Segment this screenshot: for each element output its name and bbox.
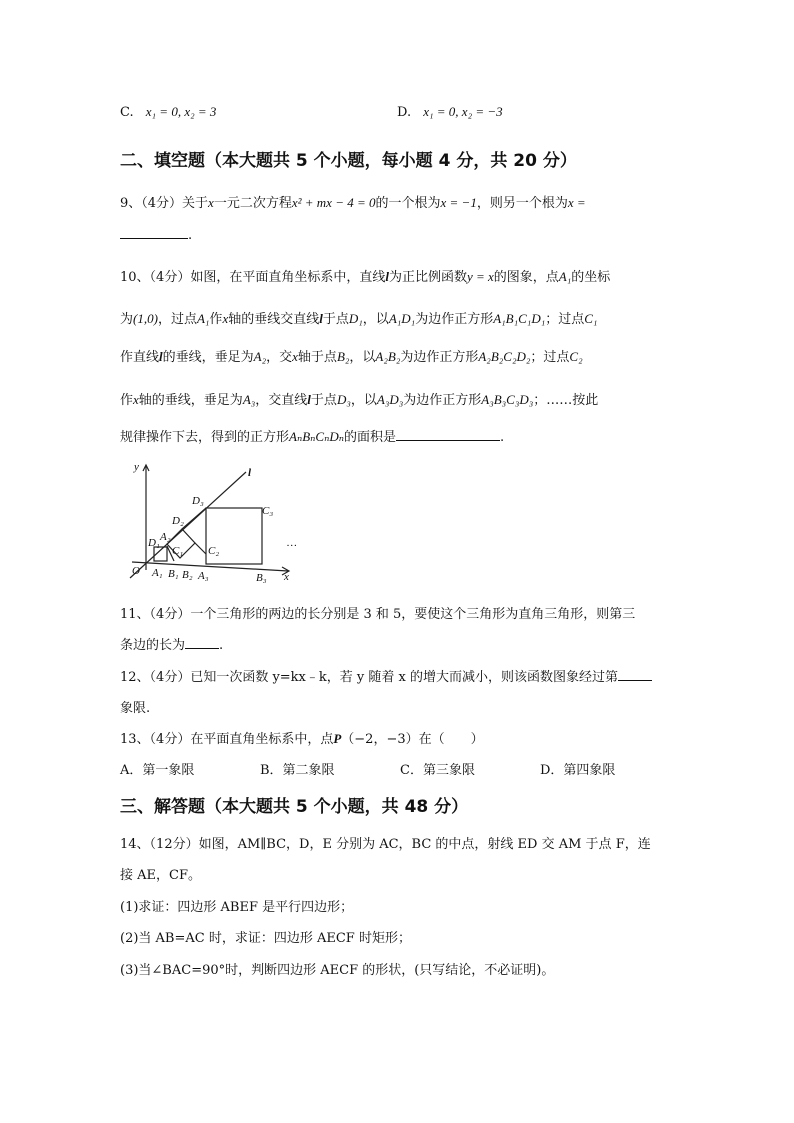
q10-text: 作	[120, 393, 134, 408]
q10-text: ；过点	[545, 312, 585, 327]
q10-text: 的面积是	[344, 430, 397, 445]
q13-text: （−2，−3）在（ ）	[341, 732, 484, 747]
q13-text: 13、（4分）在平面直角坐标系中，点	[120, 732, 334, 747]
label-origin: O	[132, 565, 140, 577]
q10-point-c1: C₁	[584, 311, 598, 326]
q10-var-x: x	[292, 349, 298, 364]
q10-text: ，过点	[157, 312, 197, 327]
q10-square: A₂B₂C₂D₂	[478, 349, 531, 364]
q10-text: ；过点	[530, 350, 570, 365]
q14-part-3: (3)当∠BAC=90°时，判断四边形 AECF 的形状，(只写结论，不必证明)。	[120, 963, 555, 978]
q9-var-x: x	[208, 195, 214, 210]
q10-text: 10、（4分）如图，在平面直角坐标系中，直线	[120, 270, 386, 285]
q10-point-c2: C₂	[569, 349, 583, 364]
q9-prefix: 9、（4分）关于	[120, 196, 209, 211]
q10-text: 轴的垂线，垂足为	[138, 393, 243, 408]
q10-line-3	[120, 346, 583, 365]
option-d-label: D.	[397, 105, 412, 120]
q13-option-a[interactable]: A．第一象限	[120, 763, 195, 778]
q11-text: 条边的长为	[120, 638, 186, 653]
q10-figure	[124, 458, 304, 588]
section-3-title: 三、解答题（本大题共 5 个小题，共 48 分）	[120, 797, 469, 817]
q10-text: ，交直线	[255, 393, 308, 408]
label-d3: D₃	[192, 495, 204, 507]
q10-text: 为边作正方形	[415, 312, 494, 327]
label-d1: D₁	[148, 537, 160, 549]
q9-end: .	[188, 228, 193, 243]
q10-text: ，以	[349, 350, 376, 365]
q10-text: 于点	[322, 312, 349, 327]
q10-var-x: x	[133, 392, 139, 407]
q10-point-a3: A₃	[242, 392, 256, 407]
q10-text: 的坐标	[571, 270, 611, 285]
q10-line-2	[120, 308, 597, 327]
q11-line-1: 11、（4分）一个三角形的两边的长分别是 3 和 5，要使这个三角形为直角三角形，则第三	[120, 607, 636, 622]
q10-line-1	[120, 266, 610, 285]
q10-line-l: l	[159, 349, 163, 364]
label-b3: B₃	[256, 572, 267, 584]
q13-option-b[interactable]: B．第二象限	[260, 763, 335, 778]
q10-line-l: l	[385, 269, 389, 284]
q14-part-1: (1)求证：四边形 ABEF 是平行四边形；	[120, 900, 354, 915]
connector	[182, 508, 206, 529]
q10-square: A₁B₁C₁D₁	[493, 311, 546, 326]
label-dots: …	[287, 537, 297, 549]
q11-answer-blank[interactable]	[185, 636, 219, 649]
q10-var-x: x	[222, 311, 229, 326]
label-d2: D₂	[172, 515, 184, 527]
label-a3: A₃	[198, 570, 209, 582]
q10-text: 作	[209, 312, 223, 327]
q14-line-1: 14、（12分）如图，AM∥BC，D，E 分别为 AC，BC 的中点，射线 ED 交 AM 于点 F，连	[120, 837, 651, 852]
q10-text: 为	[120, 312, 134, 327]
q10-segment: A₂B₂	[375, 349, 401, 364]
label-c2: C₂	[208, 545, 220, 557]
q10-point-d3: D₃	[336, 392, 351, 407]
label-c3: C₃	[262, 505, 274, 517]
q10-line-4	[120, 389, 598, 408]
q10-function: y = x	[466, 269, 494, 284]
q10-text: ，以	[350, 393, 377, 408]
q12-line-2: 象限.	[120, 701, 151, 716]
q9-mid2: 的一个根为	[375, 196, 441, 211]
q10-text: 为正比例函数	[388, 270, 467, 285]
q10-text: 的图象，点	[493, 270, 559, 285]
q9-answer-x: x =	[567, 195, 586, 210]
q10-text: 为边作正方形	[400, 350, 479, 365]
q10-point-a1: A₁	[196, 311, 210, 326]
label-b1: B₁	[168, 568, 179, 580]
q10-square: A₃B₃C₃D₃	[481, 392, 534, 407]
q13-option-c[interactable]: C．第三象限	[400, 763, 475, 778]
q10-end: .	[500, 430, 505, 445]
q10-segment: A₃D₃	[376, 392, 404, 407]
q10-square-n: AₙBₙCₙDₙ	[289, 429, 345, 444]
label-a1: A₁	[152, 567, 163, 579]
q13-options	[120, 759, 680, 778]
q10-point-a2: A₂	[253, 349, 267, 364]
label-a2: A₂	[160, 531, 171, 543]
q9-answer-blank[interactable]	[120, 226, 188, 239]
q10-text: 轴的垂线交直线	[228, 312, 320, 327]
label-x: x	[284, 571, 289, 583]
q10-line-l: l	[319, 311, 323, 326]
q14-part-2: (2)当 AB=AC 时，求证：四边形 AECF 时矩形；	[120, 931, 411, 946]
q10-text: 作直线	[120, 350, 160, 365]
q13-stem	[120, 728, 484, 747]
option-c-label: C.	[120, 105, 134, 120]
label-b2: B₂	[182, 569, 193, 581]
q12-line-1	[120, 666, 652, 685]
q12-answer-blank[interactable]	[618, 668, 652, 681]
q10-answer-blank[interactable]	[396, 428, 500, 441]
q10-text: 为边作正方形	[403, 393, 482, 408]
connector	[195, 543, 206, 554]
q14-line-2: 接 AE，CF。	[120, 868, 201, 883]
q10-text: 轴于点	[297, 350, 337, 365]
q9-stem	[120, 192, 586, 211]
q11-end: .	[219, 638, 224, 653]
q9-mid3: ，则另一个根为	[476, 196, 568, 211]
label-line-l: l	[248, 467, 252, 479]
option-d-math: x₁ = 0, x₂ = −3	[423, 104, 503, 119]
q10-point-coord: (1,0)	[133, 311, 158, 326]
q9-root: x = −1	[440, 195, 477, 210]
section-2-title: 二、填空题（本大题共 5 个小题，每小题 4 分，共 20 分）	[120, 151, 577, 171]
q10-text: 规律操作下去，得到的正方形	[120, 430, 290, 445]
q10-point-d1: D₁	[348, 311, 363, 326]
q13-option-d[interactable]: D．第四象限	[540, 763, 616, 778]
q10-text: 于点	[310, 393, 337, 408]
q8-option-d	[397, 104, 503, 120]
q10-segment: A₁D₁	[388, 311, 416, 326]
q13-point-p: P	[333, 731, 342, 746]
q10-point-a1: A₁	[558, 269, 572, 284]
q12-text: 12、（4分）已知一次函数 y=kx﹣k，若 y 随着 x 的增大而减小，则该函数图象经过第	[120, 670, 618, 685]
label-y: y	[134, 461, 139, 473]
q10-point-b2: B₂	[336, 349, 350, 364]
q10-text: ；……按此	[533, 393, 599, 408]
option-c-math: x₁ = 0, x₂ = 3	[145, 104, 217, 119]
label-c1: C₁	[172, 545, 184, 557]
line-l	[130, 472, 246, 578]
q9-mid: 一元二次方程	[213, 196, 292, 211]
q11-line-2	[120, 634, 223, 653]
q8-option-c	[120, 104, 216, 120]
q10-text: ，交	[266, 350, 293, 365]
q10-line-l: l	[307, 392, 311, 407]
q9-equation: x² + mx − 4 = 0	[291, 195, 376, 210]
q10-text: 的垂线，垂足为	[162, 350, 254, 365]
q10-text: ，以	[362, 312, 389, 327]
q10-line-5	[120, 426, 504, 445]
q9-answer-line	[120, 226, 192, 243]
